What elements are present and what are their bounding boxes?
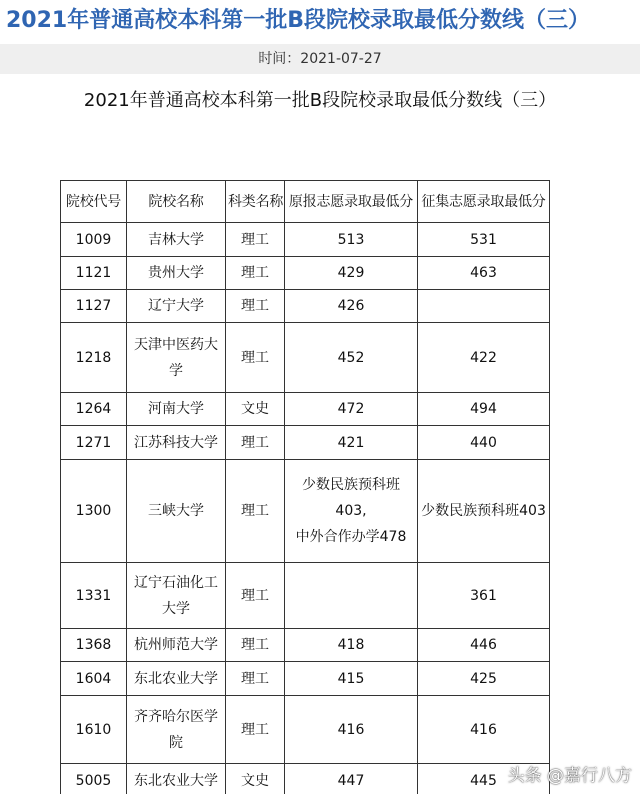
table-row xyxy=(61,629,550,662)
column-header-collected: 征集志愿录取最低分 xyxy=(418,181,550,223)
cell-collected: 422 xyxy=(418,323,550,393)
cell-name: 辽宁大学 xyxy=(127,290,226,323)
cell-collected: 361 xyxy=(418,563,550,629)
cell-original xyxy=(285,323,418,393)
cell-name: 东北农业大学 xyxy=(127,662,226,696)
cell-original xyxy=(285,393,418,426)
cell-name: 吉林大学 xyxy=(127,223,226,257)
cell-original-line: 429 xyxy=(337,265,365,281)
table-row xyxy=(61,257,550,290)
cell-original-line: 421 xyxy=(337,434,365,451)
cell-code: 1264 xyxy=(61,393,127,426)
cell-original-line: 416 xyxy=(337,721,365,738)
cell-category: 理工 xyxy=(226,223,285,257)
cell-original-line: 418 xyxy=(337,637,365,653)
cell-category: 理工 xyxy=(226,426,285,460)
column-header-code: 院校代号 xyxy=(61,181,127,223)
cell-original-line: 472 xyxy=(337,401,365,417)
cell-name: 东北农业大学 xyxy=(127,764,226,794)
table-row xyxy=(61,223,550,257)
cell-code: 1127 xyxy=(61,290,127,323)
cell-collected: 425 xyxy=(418,662,550,696)
cell-name: 贵州大学 xyxy=(127,257,226,290)
cell-category: 理工 xyxy=(226,629,285,662)
cell-collected: 440 xyxy=(418,426,550,460)
cell-name: 三峡大学 xyxy=(127,460,226,563)
cell-name: 齐齐哈尔医学院 xyxy=(127,696,226,764)
cell-code: 1610 xyxy=(61,696,127,764)
score-table xyxy=(60,180,550,794)
cell-collected: 446 xyxy=(418,629,550,662)
cell-original-line: 452 xyxy=(337,349,365,366)
cell-original xyxy=(285,257,418,290)
cell-original-line: 447 xyxy=(337,772,365,789)
cell-category: 理工 xyxy=(226,290,285,323)
watermark: 头条 @嘉行八方 xyxy=(507,766,632,786)
cell-category: 理工 xyxy=(226,323,285,393)
publish-time: 时间：2021-07-27 xyxy=(258,51,382,67)
table-row xyxy=(61,662,550,696)
page-header xyxy=(0,0,640,44)
cell-original xyxy=(285,764,418,794)
table-row xyxy=(61,323,550,393)
cell-category: 理工 xyxy=(226,563,285,629)
cell-collected: 445 xyxy=(418,764,550,794)
cell-collected xyxy=(418,290,550,323)
table-row xyxy=(61,426,550,460)
cell-original xyxy=(285,426,418,460)
cell-original-line: 513 xyxy=(337,231,365,248)
cell-category: 理工 xyxy=(226,257,285,290)
table-row xyxy=(61,764,550,794)
cell-original xyxy=(285,696,418,764)
cell-category: 文史 xyxy=(226,764,285,794)
cell-collected: 416 xyxy=(418,696,550,764)
cell-collected: 494 xyxy=(418,393,550,426)
cell-code: 1009 xyxy=(61,223,127,257)
cell-original-line: 403, xyxy=(335,503,367,519)
cell-original xyxy=(285,662,418,696)
cell-code: 1121 xyxy=(61,257,127,290)
cell-original-line: 415 xyxy=(337,670,365,687)
cell-original xyxy=(285,629,418,662)
cell-name: 辽宁石油化工大学 xyxy=(127,563,226,629)
cell-category: 理工 xyxy=(226,696,285,764)
cell-category: 理工 xyxy=(226,460,285,563)
cell-code: 5005 xyxy=(61,764,127,794)
cell-name: 河南大学 xyxy=(127,393,226,426)
cell-original xyxy=(285,563,418,629)
table-row xyxy=(61,563,550,629)
column-header-name: 院校名称 xyxy=(127,181,226,223)
cell-name: 江苏科技大学 xyxy=(127,426,226,460)
document-title: 2021年普通高校本科第一批B段院校录取最低分数线（三） xyxy=(83,90,557,111)
cell-original-line: 426 xyxy=(337,298,365,314)
table-row xyxy=(61,393,550,426)
cell-original xyxy=(285,460,418,563)
cell-collected: 463 xyxy=(418,257,550,290)
cell-code: 1604 xyxy=(61,662,127,696)
cell-original xyxy=(285,223,418,257)
cell-code: 1331 xyxy=(61,563,127,629)
column-header-category: 科类名称 xyxy=(226,181,285,223)
column-header-original: 原报志愿录取最低分 xyxy=(285,181,418,223)
cell-name: 天津中医药大学 xyxy=(127,323,226,393)
meta-bar xyxy=(0,44,640,74)
cell-category: 理工 xyxy=(226,662,285,696)
cell-category: 文史 xyxy=(226,393,285,426)
cell-collected: 少数民族预科班403 xyxy=(418,460,550,563)
cell-code: 1368 xyxy=(61,629,127,662)
cell-original-line: 少数民族预科班 xyxy=(302,477,400,493)
cell-name: 杭州师范大学 xyxy=(127,629,226,662)
cell-code: 1271 xyxy=(61,426,127,460)
cell-original xyxy=(285,290,418,323)
table-header-row xyxy=(61,181,550,223)
cell-code: 1300 xyxy=(61,460,127,563)
cell-code: 1218 xyxy=(61,323,127,393)
article-headline: 2021年普通高校本科第一批B段院校录取最低分数线（三） xyxy=(6,8,591,33)
cell-original-line: 中外合作办学478 xyxy=(295,529,407,545)
cell-collected: 531 xyxy=(418,223,550,257)
table-row xyxy=(61,460,550,563)
table-row xyxy=(61,696,550,764)
table-row xyxy=(61,290,550,323)
